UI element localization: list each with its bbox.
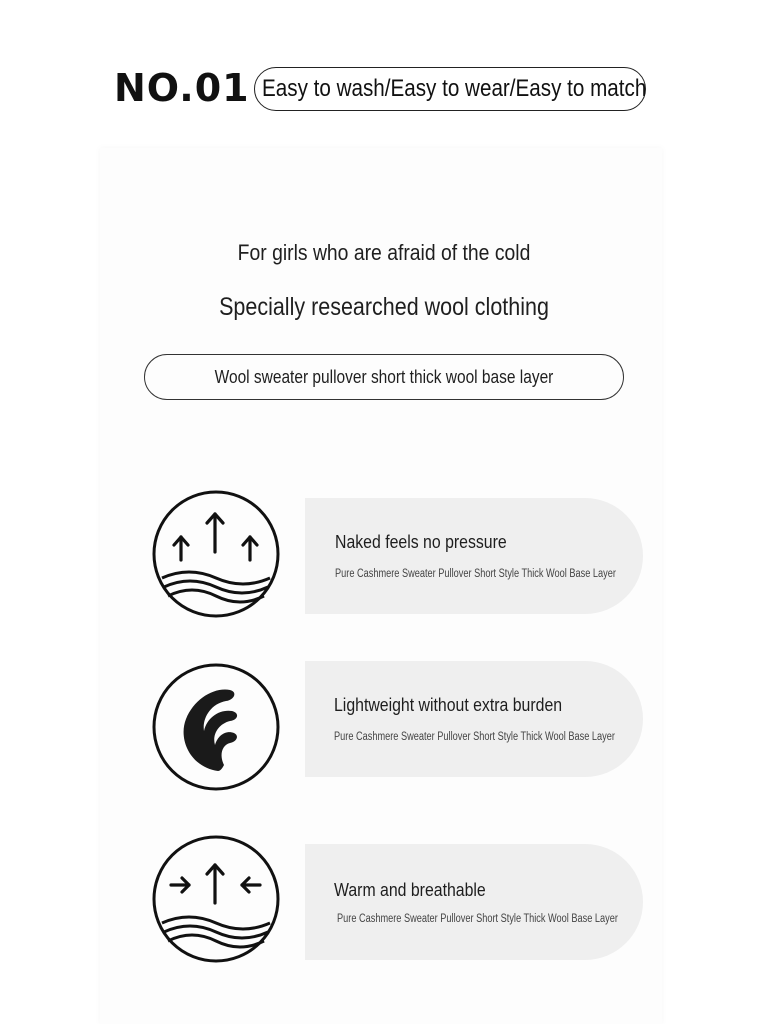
feature-panel-3 — [305, 844, 643, 960]
waves-up-arrows-icon — [152, 490, 280, 618]
section-number: NO.01 — [114, 66, 250, 110]
product-tag-text: Wool sweater pullover short thick wool base layer — [214, 367, 554, 387]
feature-title-3: Warm and breathable — [334, 880, 486, 900]
feather-wave-icon — [152, 663, 280, 791]
slogan-text: Easy to wash/Easy to wear/Easy to match — [262, 75, 647, 102]
feature-title-1: Naked feels no pressure — [335, 532, 507, 552]
feature-panel-1 — [305, 498, 643, 614]
feature-panel-2 — [305, 661, 643, 777]
feature-desc-1: Pure Cashmere Sweater Pullover Short Style Thick Wool Base Layer — [335, 568, 616, 580]
feature-desc-2: Pure Cashmere Sweater Pullover Short Style Thick Wool Base Layer — [334, 731, 615, 743]
intro-line-2: Specially researched wool clothing — [219, 293, 549, 321]
feature-title-2: Lightweight without extra burden — [334, 695, 563, 715]
intro-line-1: For girls who are afraid of the cold — [237, 240, 531, 265]
feature-desc-3: Pure Cashmere Sweater Pullover Short Style Thick Wool Base Layer — [337, 913, 618, 925]
waves-converging-arrows-icon — [152, 835, 280, 963]
